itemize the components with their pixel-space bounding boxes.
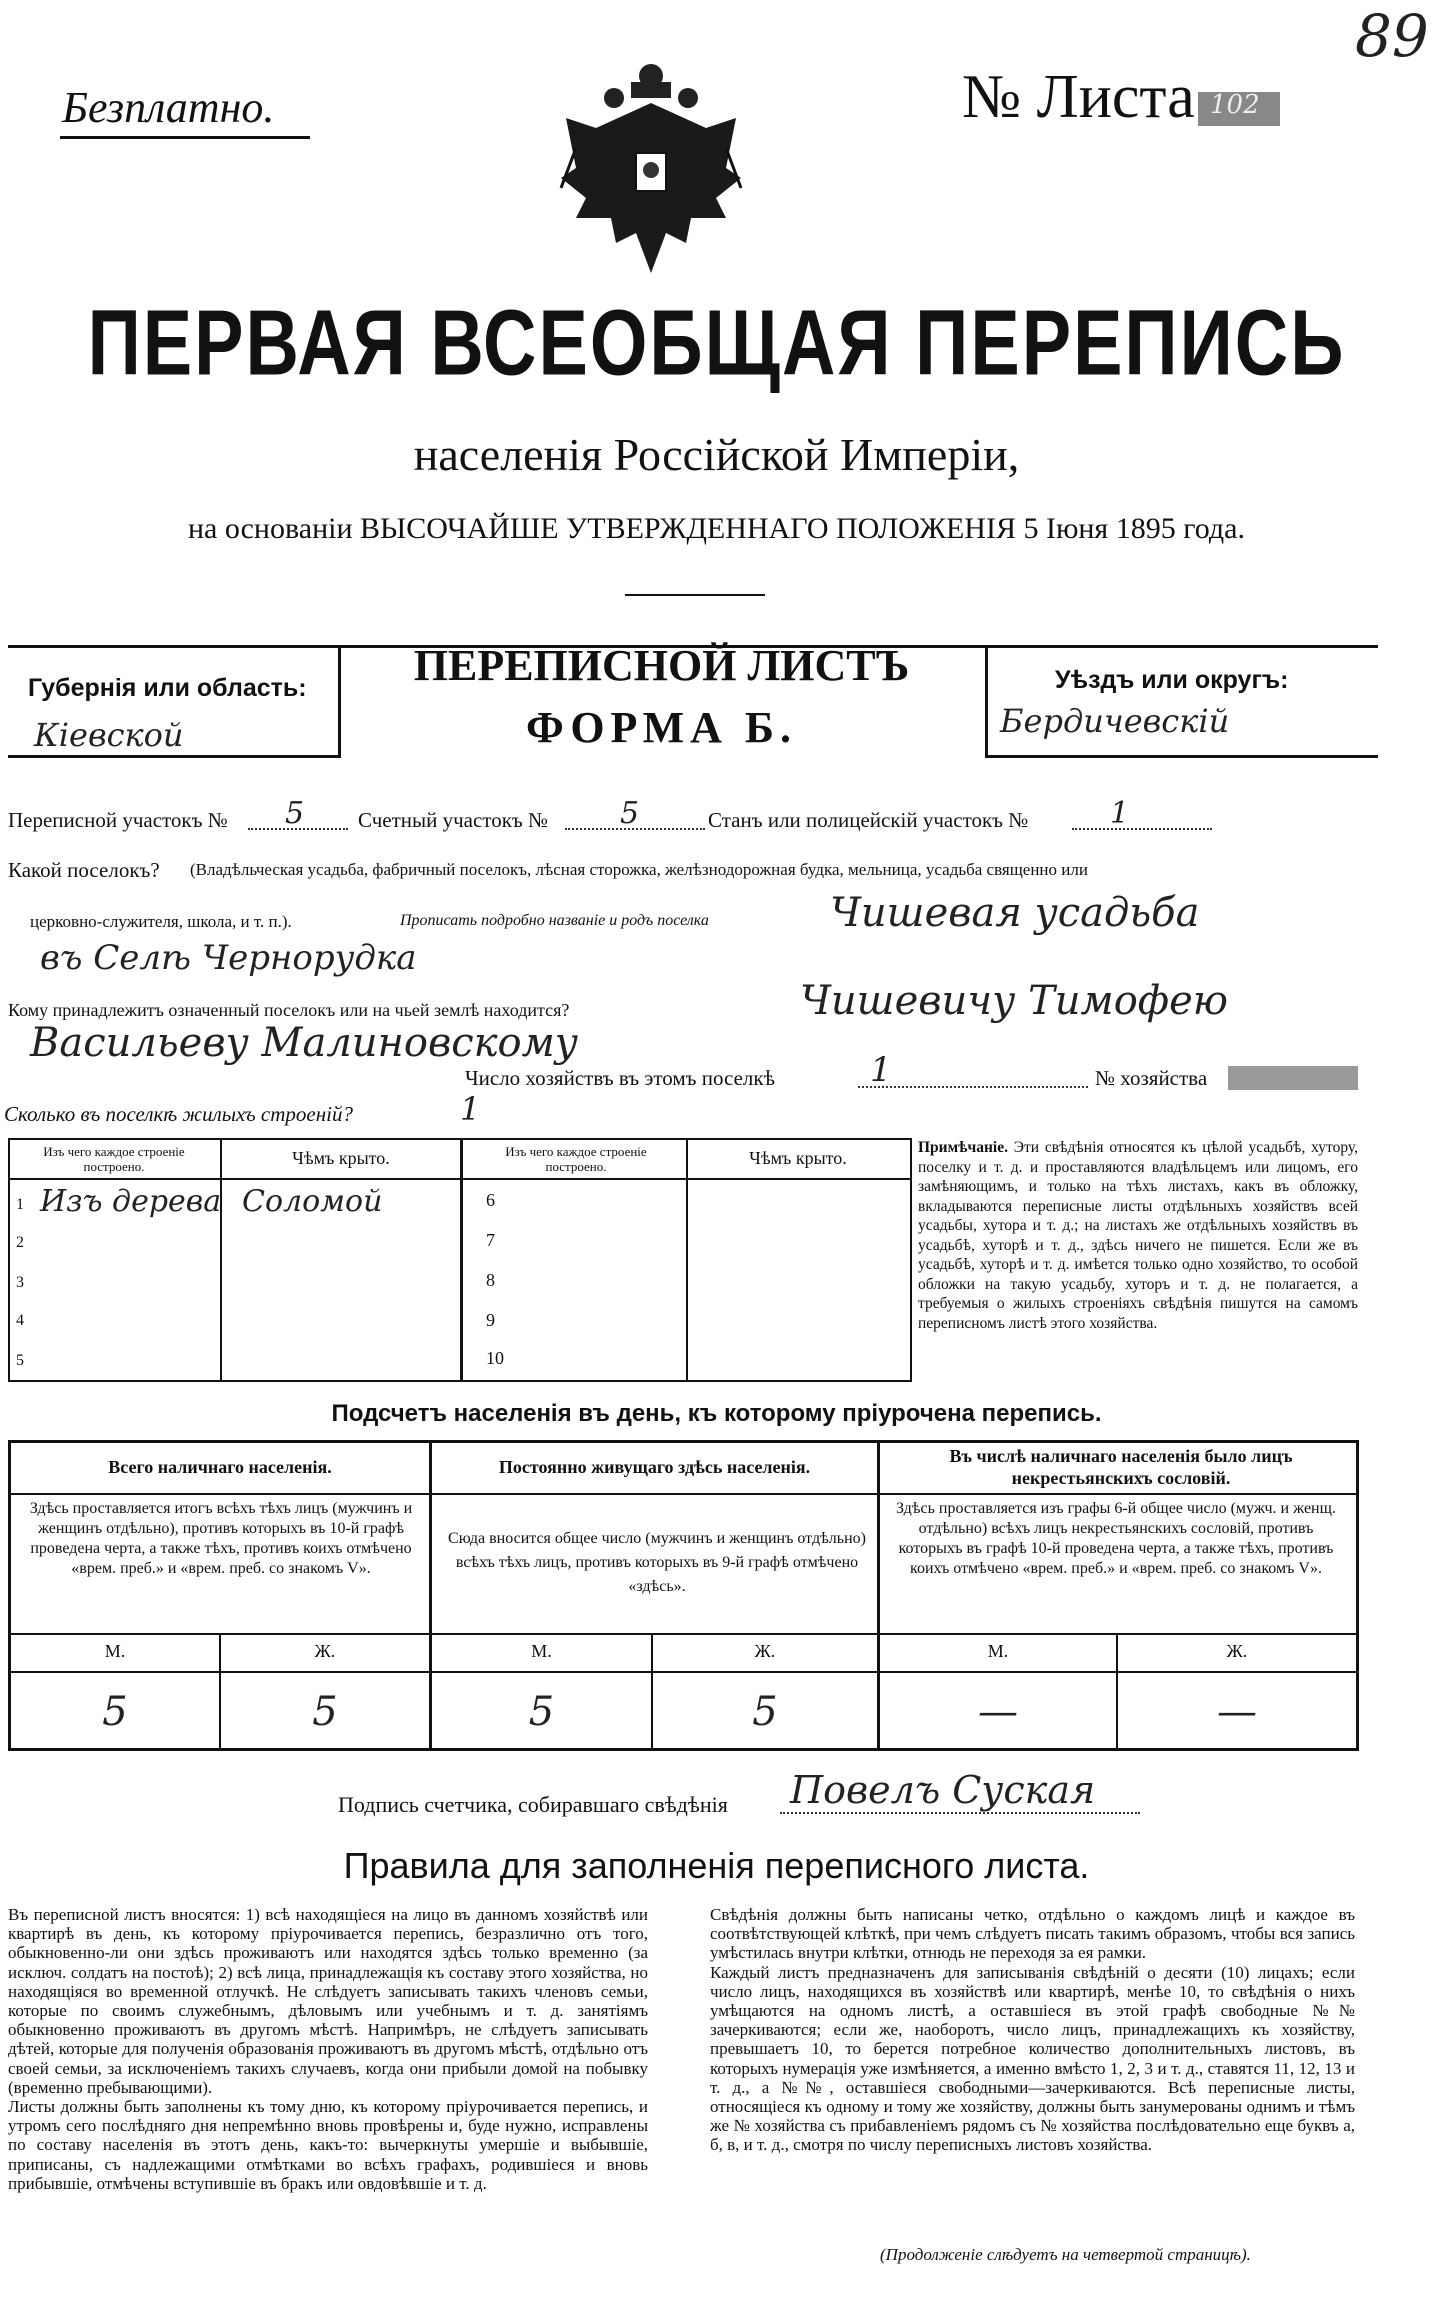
district-label: Уѣздъ или округъ: bbox=[1055, 666, 1289, 694]
row-material: Изъ дерева bbox=[40, 1184, 222, 1219]
counting-section-label: Счетный участокъ № bbox=[358, 808, 549, 832]
count-header-total: Всего наличнаго населенія. bbox=[108, 1457, 332, 1477]
free-label: Безплатно. bbox=[62, 83, 275, 132]
province-value: Кіевской bbox=[34, 716, 184, 754]
value-total-male: 5 bbox=[102, 1689, 128, 1735]
note-text: Эти свѣдѣнія относятся къ цѣлой усадьбѣ, хутору, поселку и т. д. и проставляются владѣльцемъ или лицомъ, его замѣняющимъ, и только на тѣхъ листахъ, какъ въ обложку, вкладываются переписные листы отдѣльныхъ хозяйствъ всей усадьбы, хутора и т. д.; на листахъ же отдѣльныхъ хозяйствъ въ усадьбѣ, хуторѣ и т. д., здѣсь ничего не пишется. Если же въ усадьбѣ, хуторѣ и т. д. имѣется только одно хозяйство, то особой обложки на такую усадьбу, хуторъ и т. д. не полагается, а требуемыя о жилыхъ строеніяхъ свѣдѣнія пишутся на самомъ переписномъ листѣ этого хозяйства. bbox=[918, 1139, 1358, 1332]
count-title: Подсчетъ населенія въ день, къ которому пріурочена перепись. bbox=[331, 1400, 1102, 1427]
col-roof-right: Чѣмъ крыто. bbox=[749, 1148, 847, 1168]
owner-value-2: Васильеву Малиновскому bbox=[30, 1020, 579, 1066]
row-roof: Соломой bbox=[242, 1184, 383, 1219]
buildings-table bbox=[8, 1138, 912, 1382]
count-header-permanent: Постоянно живущаго здѣсь населенія. bbox=[498, 1457, 811, 1477]
subtitle: населенія Россійской Имперіи, bbox=[413, 429, 1020, 480]
main-title: ПЕРВАЯ ВСЕОБЩАЯ ПЕРЕПИСЬ bbox=[87, 290, 1346, 395]
continued-note: (Продолженіе слѣдуетъ на четвертой страницѣ). bbox=[880, 2245, 1251, 2264]
value-permanent-male: 5 bbox=[528, 1689, 555, 1735]
row-num: 8 bbox=[486, 1270, 495, 1290]
row-num: 9 bbox=[486, 1310, 495, 1330]
settlement-value-1: Чишевая усадьба bbox=[830, 890, 1200, 936]
col-roof-left: Чѣмъ крыто. bbox=[292, 1148, 390, 1168]
population-count-table bbox=[8, 1440, 1359, 1751]
value-nonpeasant-male: — bbox=[978, 1689, 1018, 1735]
owner-value-1: Чишевичу Тимофею bbox=[800, 978, 1228, 1024]
col-male: М. bbox=[104, 1641, 126, 1661]
row-num: 3 bbox=[16, 1274, 24, 1291]
settlement-hint: (Владѣльческая усадьба, фабричный поселокъ, лѣсная сторожка, желѣзнодорожная будка, мельница, усадьба священно или bbox=[190, 860, 1088, 879]
census-section-value: 5 bbox=[285, 796, 305, 831]
sheet-number-label: № Листа bbox=[962, 63, 1195, 131]
col-female: Ж. bbox=[754, 1641, 776, 1661]
buildings-note bbox=[918, 1138, 1358, 1333]
police-section-value: 1 bbox=[1110, 796, 1130, 831]
buildings-value: 1 bbox=[460, 1090, 481, 1128]
col-material-right: Изъ чего каждое строеніе построено. bbox=[505, 1144, 647, 1174]
col-female: Ж. bbox=[1226, 1641, 1248, 1661]
row-num: 7 bbox=[486, 1230, 495, 1250]
district-value: Бердичевскій bbox=[1000, 702, 1230, 740]
sheet-number-value: 102 bbox=[1210, 90, 1260, 120]
note-title: Примѣчаніе. bbox=[918, 1139, 1008, 1156]
col-female: Ж. bbox=[314, 1641, 336, 1661]
settlement-value-2: въ Селѣ Чернорудка bbox=[40, 938, 417, 978]
row-num: 1 bbox=[16, 1196, 24, 1213]
col-male: М. bbox=[531, 1641, 552, 1661]
rules-right-column: Свѣдѣнія должны быть написаны четко, отдѣльно о каждомъ лицѣ и каждое въ соотвѣтствующей клѣткѣ, при чемъ слѣдуетъ писать такимъ образомъ, чтобы вся запись умѣстилась внутри клѣтки, отнюдь не переходя за ея рамки. Каждый листъ предназначенъ для записыванія свѣдѣній о десяти (10) лицахъ; если число лицъ, находящихся въ хозяйствѣ или квартирѣ, менѣе 10, то свѣдѣнія о нихъ умѣщаются на одномъ листѣ, а оставшіеся въ этой графѣ свободные №№ зачеркиваются; если же, наоборотъ, число лицъ, принадлежащихъ къ хозяйству, превышаетъ 10, то берется потребное количество дополнительныхъ листовъ, въ которыхъ нумерація уже измѣняется, а именно вмѣсто 1, 2, 3 и т. д., ставятся 11, 12, 13 и т. д., а №№, оставшіеся свободными—зачеркиваются. Всѣ переписные листы, относящіеся къ одному и тому же хозяйству, должны быть занумерованы однимъ и тѣмъ же № хозяйства съ прибавленіемъ рядомъ съ № хозяйства послѣдовательно еще буквъ а, б, в, и т. д., смотря по числу переписныхъ листовъ хозяйства. bbox=[710, 1905, 1355, 2155]
household-number-label: № хозяйства bbox=[1095, 1066, 1208, 1090]
form-subtitle: ФОРМА Б. bbox=[526, 703, 797, 752]
form-title: ПЕРЕПИСНОЙ ЛИСТЪ bbox=[413, 641, 910, 690]
corner-page-number: 89 bbox=[1355, 2, 1429, 70]
households-label: Число хозяйствъ въ этомъ поселкѣ bbox=[465, 1066, 775, 1090]
census-section-label: Переписной участокъ № bbox=[8, 808, 228, 832]
count-header-nonpeasant: Въ числѣ наличнаго населенія было лицъ некрестьянскихъ сословій. bbox=[949, 1446, 1293, 1488]
row-num: 5 bbox=[16, 1352, 24, 1369]
count-desc-total: Здѣсь проставляется итогъ всѣхъ тѣхъ лицъ (мужчинъ и женщинъ отдѣльно), противъ которыхъ въ 10-й графѣ проведена черта, а также тѣхъ, противъ коихъ отмѣчено «врем. преб.» и «врем. преб. со знакомъ V». bbox=[29, 1500, 413, 1577]
row-num: 6 bbox=[486, 1190, 495, 1210]
row-num: 2 bbox=[16, 1234, 24, 1251]
row-num: 4 bbox=[16, 1312, 24, 1329]
basis-line: на основаніи ВЫСОЧАЙШЕ УТВЕРЖДЕННАГО ПОЛОЖЕНІЯ 5 Іюня 1895 года. bbox=[188, 512, 1245, 545]
buildings-question: Сколько въ поселкѣ жилыхъ строеній? bbox=[4, 1102, 353, 1126]
province-label: Губернія или область: bbox=[28, 674, 307, 702]
col-male: М. bbox=[987, 1641, 1009, 1661]
rules-title: Правила для заполненія переписного листа. bbox=[343, 1845, 1090, 1886]
value-permanent-female: 5 bbox=[752, 1689, 778, 1735]
row-num: 10 bbox=[486, 1348, 504, 1368]
counting-section-value: 5 bbox=[620, 796, 640, 831]
owner-question: Кому принадлежитъ означенный поселокъ или на чьей землѣ находится? bbox=[8, 1000, 570, 1020]
settlement-hint-2: церковно-служителя, школа, и т. п.). bbox=[30, 912, 292, 931]
settlement-hint-3: Прописать подробно названіе и родъ поселка bbox=[400, 912, 709, 929]
value-total-female: 5 bbox=[312, 1689, 338, 1735]
rules-left-column: Въ переписной листъ вносятся: 1) всѣ находящіеся на лицо въ данномъ хозяйствѣ или квартирѣ въ день, къ которому пріурочивается перепись, безразлично отъ того, обыкновенно-ли они здѣсь проживаютъ или находятся здѣсь только временно (за исключ. солдатъ на постоѣ); 2) всѣ лица, принадлежащія къ составу этого хозяйства, но находящіяся во временной отлучкѣ. Не слѣдуетъ записывать такихъ членовъ семьи, которые по своимъ служебнымъ, дѣловымъ или учебнымъ и т. д. занятіямъ обыкновенно проживаютъ въ другомъ мѣстѣ. Напримѣръ, не слѣдуетъ записывать дѣтей, которые для полученія образованія проживаютъ въ другомъ мѣстѣ, отдѣльно отъ своей семьи, за исключеніемъ такихъ случаевъ, когда они прибыли домой на побывку (временно пребывающими). Листы должны быть заполнены къ тому дню, къ которому пріурочивается перепись, и утромъ сего послѣдняго дня непремѣнно вновь провѣрены и, буде нужно, исправлены по составу населенія въ этотъ день, какъ-то: вычеркнуты умершіе и выбывшіе, приписаны, съ надлежащими отмѣтками во всѣхъ графахъ, родившіеся и вновь прибывшіе, отмѣчены вступившіе въ бракъ или овдовѣвшіе и т. д. bbox=[8, 1905, 648, 2193]
count-desc-nonpeasant: Здѣсь проставляется изъ графы 6-й общее число (мужч. и женщ. отдѣльно) всѣхъ лицъ некрестьянскихъ сословій, противъ которыхъ въ графѣ 10-й проведена черта, а также тѣхъ, противъ коихъ отмѣчено «врем. преб.» и «врем. преб. со знакомъ V». bbox=[896, 1500, 1336, 1577]
count-desc-permanent: Сюда вносится общее число (мужчинъ и женщинъ отдѣльно) всѣхъ тѣхъ лицъ, противъ которыхъ въ 9-й графѣ отмѣчено «здѣсь». bbox=[448, 1530, 866, 1595]
police-section-label: Станъ или полицейскій участокъ № bbox=[708, 808, 1029, 832]
household-number-blot bbox=[1228, 1066, 1358, 1090]
households-value: 1 bbox=[870, 1050, 892, 1090]
col-material-left: Изъ чего каждое строеніе построено. bbox=[43, 1144, 185, 1174]
enumerator-signature: Повелъ Суская bbox=[790, 1768, 1096, 1812]
settlement-question: Какой поселокъ? bbox=[8, 858, 160, 882]
value-nonpeasant-female: — bbox=[1217, 1689, 1257, 1735]
imperial-eagle-emblem bbox=[556, 58, 746, 288]
enumerator-label: Подпись счетчика, собиравшаго свѣдѣнія bbox=[338, 1792, 728, 1817]
